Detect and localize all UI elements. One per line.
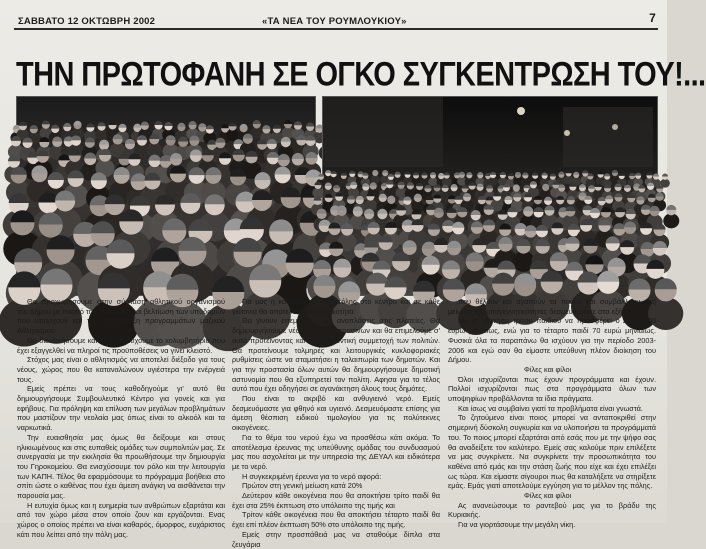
article-column-1 bbox=[17, 297, 225, 539]
masthead bbox=[14, 6, 658, 30]
paragraph: Που είναι το ακριβό και ανθυγιεινό νερό. Εμείς δεσμευόμαστε για φθηνό και υγιεινό. Δεσμευόμαστε επίσης για άμεση θέσπιση ειδικού τιμολογίου για τις πολύτεκνες οικογένειες. bbox=[232, 394, 440, 433]
paragraph: Θα διεκδικήσουμε και θα το πετύχουμε το κολυμβητήριο που έχει εξαγγελθεί να πληροί τις προϋποθέσεις να γίνει κλειστό. bbox=[17, 335, 225, 355]
paragraph: Για να γιορτάσουμε την μεγάλη νίκη. bbox=[458, 520, 576, 530]
paragraph: Φίλες και φίλοι bbox=[524, 364, 572, 374]
paragraph: Όλοι ισχυρίζονται πως έχουν προγράμματα και έχουν. Πολλοί ισχυρίζονται πως στα προγράμματα όλων των υποψηφίων προβάλλονται τα ίδια πράγματα. bbox=[448, 374, 656, 404]
paragraph: Το ζητούμενο είναι ποιος μπορεί να ανταποκριθεί στην σημερινή δύσκολη συγκυρία και να υλοποιήσει τα προγράμματά του. Το ποιος μπορεί εξαρτάται από εσάς που με την ψήφο σας θα αναδείξετε τον καλύτερο. Εμείς σας καλούμε πριν επιλέξετε να μας συγκρίνετε. Να συγκρίνετε την προσωπικότητα του καθένα από εμάς και την στάση ζωής που είχε και έχει επιλέξει ως τώρα. Και είμαστε σίγουροι πως θα καταλήξετε να στηρίξετε εμάς. Εμάς γιατί αποτελούμε εγγύηση για το μέλλον της πόλης. bbox=[448, 413, 656, 491]
crowd-photo-left-image bbox=[17, 97, 315, 295]
paragraph: Την ευαισθησία μας όμως θα δείξουμε και στους ηλικιωμένους και στις ευπαθείς ομάδες των συμπολιτών μας. Σε συνεργασία με την εκκλησία θα προωθήσουμε την δημιουργία του Γηροκομείου. Θα ενισχύσουμε τον ρόλο και την λειτουργία των ΚΑΠΗ. Τέλος θα εφαρμόσουμε το πρόγραμμα βοήθεια στο σπίτι ώστε ο καθένας που έχει άμεση ανάγκη να αισθάνεται την παρουσία μας. bbox=[17, 432, 225, 501]
paragraph: Τρίτον κάθε οικογένεια που θα αποκτήσει τέταρτο παιδί θα έχει επί πλέον έκπτωση 50% στο υπόλοιπο της τιμής. bbox=[232, 510, 440, 530]
page-number: 7 bbox=[649, 11, 656, 25]
paragraph: Εμείς στην προσπάθειά μας να σταθούμε δίπλα στα ζευγάρια bbox=[232, 529, 440, 549]
paragraph: Θα προχωρήσουμε στην σύσταση αθλητικού οργανισμού του Δήμου με σκοπό την ανάπτυξη και βελτίωση των υποδομών που υπάρχουν και την υποστήριξη προγραμμάτων μαζικού Αθλητισμού. bbox=[17, 297, 225, 336]
crowd-photo-right bbox=[322, 96, 658, 296]
article-headline: ΤΗΝ ΠΡΩΤΟΦΑΝΗ ΣΕ ΟΓΚΟ ΣΥΓΚΕΝΤΡΩΣΗ ΤΟΥ!... bbox=[16, 56, 706, 94]
paragraph: Στόχος μας είναι ο αθλητισμός να αποτελεί διέξοδο για τους νέους, χώρος που θα καταναλώνουν υγιέστερα την ενέργειά τους. bbox=[17, 355, 225, 384]
paragraph: Και ίσως να συμβαίνει γιατί τα προβλήματα είναι γνωστά. bbox=[458, 403, 643, 413]
paragraph: Για μας η καθαριότητα της πόλης στο κέντρο και σε κάθε γειτονιά θα αποτελούν προτεραιότητα. bbox=[232, 297, 440, 316]
paragraph: Εμείς πρέπει να τους καθοδηγούμε γι' αυτό θα δημιουργήσουμε Συμβουλευτικό Κέντρο για γονείς και για εφήβους. Για πρόληψη και επίλυση των μεγάλων προβλημάτων που μαστίζουν την νεολαία μας όπως είναι το αλκοόλ και τα ναρκωτικά. bbox=[17, 384, 225, 433]
newspaper-title: «ΤΑ ΝΕΑ ΤΟΥ ΡΟΥΜΛΟΥΚΙΟΥ» bbox=[262, 16, 407, 27]
paragraph: Θα γίνουν επεμβάσεις και αναπλάσεις στις πλατείες. Θα δημιουργήσουμε νέους χώρους πρασίνων και θα επιμελούμε σ' αυτό προτείνοντας και την εθελοντική συμμετοχή των πολιτών. Θα προτείνουμε τολμηρές και λειτουργικές κυκλοφοριακές ρυθμίσεις ώστε να σταματήσει η ταλαιπωρία των δημοτών. Και για την προστασία όλων αυτών θα δημιουργήσουμε δημοτική αστυνομία που θα εξυπηρετεί τον πολίτη. Αφησα για το τέλος αυτό που έχει οδηγήσει σε αγανάκτηση όλους τους δημότες. bbox=[232, 316, 440, 394]
paragraph: Για το θέμα του νερού έχω να προσθέσω κάτι ακόμα. Το αποτέλεσμα έρευνας της υπεύθυνης ομάδας του συνδυασμού μας που ασχολείται με την υπηρεσία της ΔΕΥΑΛ και ειδικότερα με το νερό. bbox=[232, 432, 440, 471]
paragraph: Δεύτερον κάθε οικογένεια που θα αποκτήσει τρίτο παιδί θα έχει στα 25% έκπτωση στο υπόλοιπο της τιμής και bbox=[232, 491, 440, 510]
article-column-3 bbox=[448, 297, 656, 530]
paragraph: Πρώτον στη γενική μείωση κατά 20% bbox=[242, 481, 363, 491]
paragraph: Φίλες και φίλοι bbox=[524, 491, 572, 501]
paragraph: Με τη γέννηση τρίτου παιδιού να προσφέρει ο Δήμος 60 ευρώ μηνιαίως, ενώ για το τέταρτο παιδί 70 ευρώ μηνιαίως. Φυσικά όλα τα παραπάνω θα ισχύουν για την περίοδο 2003-2006 και εγώ σαν θα είμαστε υπεύθυνη πλέον διοίκηση του Δήμου. bbox=[448, 316, 656, 365]
paragraph: Η συγκεκριμένη έρευνα για το νερό αφορά: bbox=[242, 471, 382, 481]
paragraph: Ας ανανεώσουμε το ραντεβού μας για το βράδυ της Κυριακής. bbox=[448, 500, 656, 520]
crowd-photo-left bbox=[16, 96, 316, 296]
paragraph: που θέλουν και αγαπούν τα παιδιά και συμβάλλουν στη μείωση της υπογεννητικότητας δεσμευόμαστε στα εξής: bbox=[448, 297, 656, 316]
paragraph: Η ευτυχία όμως και η ευημερία των ανθρώπων εξαρτάται και από τον χώρο μέσα στον οποίο ζουν και εργάζονται. Ενας χώρος ο οποίος πρέπει να είναι καθαρός, όμορφος, ευχάριστος κάτι που λείπει από την πόλη μας. bbox=[17, 500, 225, 539]
article-column-2 bbox=[232, 297, 440, 549]
issue-date: ΣΑΒΒΑΤΟ 12 ΟΚΤΩΒΡΗ 2002 bbox=[18, 16, 156, 27]
crowd-photo-right-image bbox=[323, 97, 657, 295]
